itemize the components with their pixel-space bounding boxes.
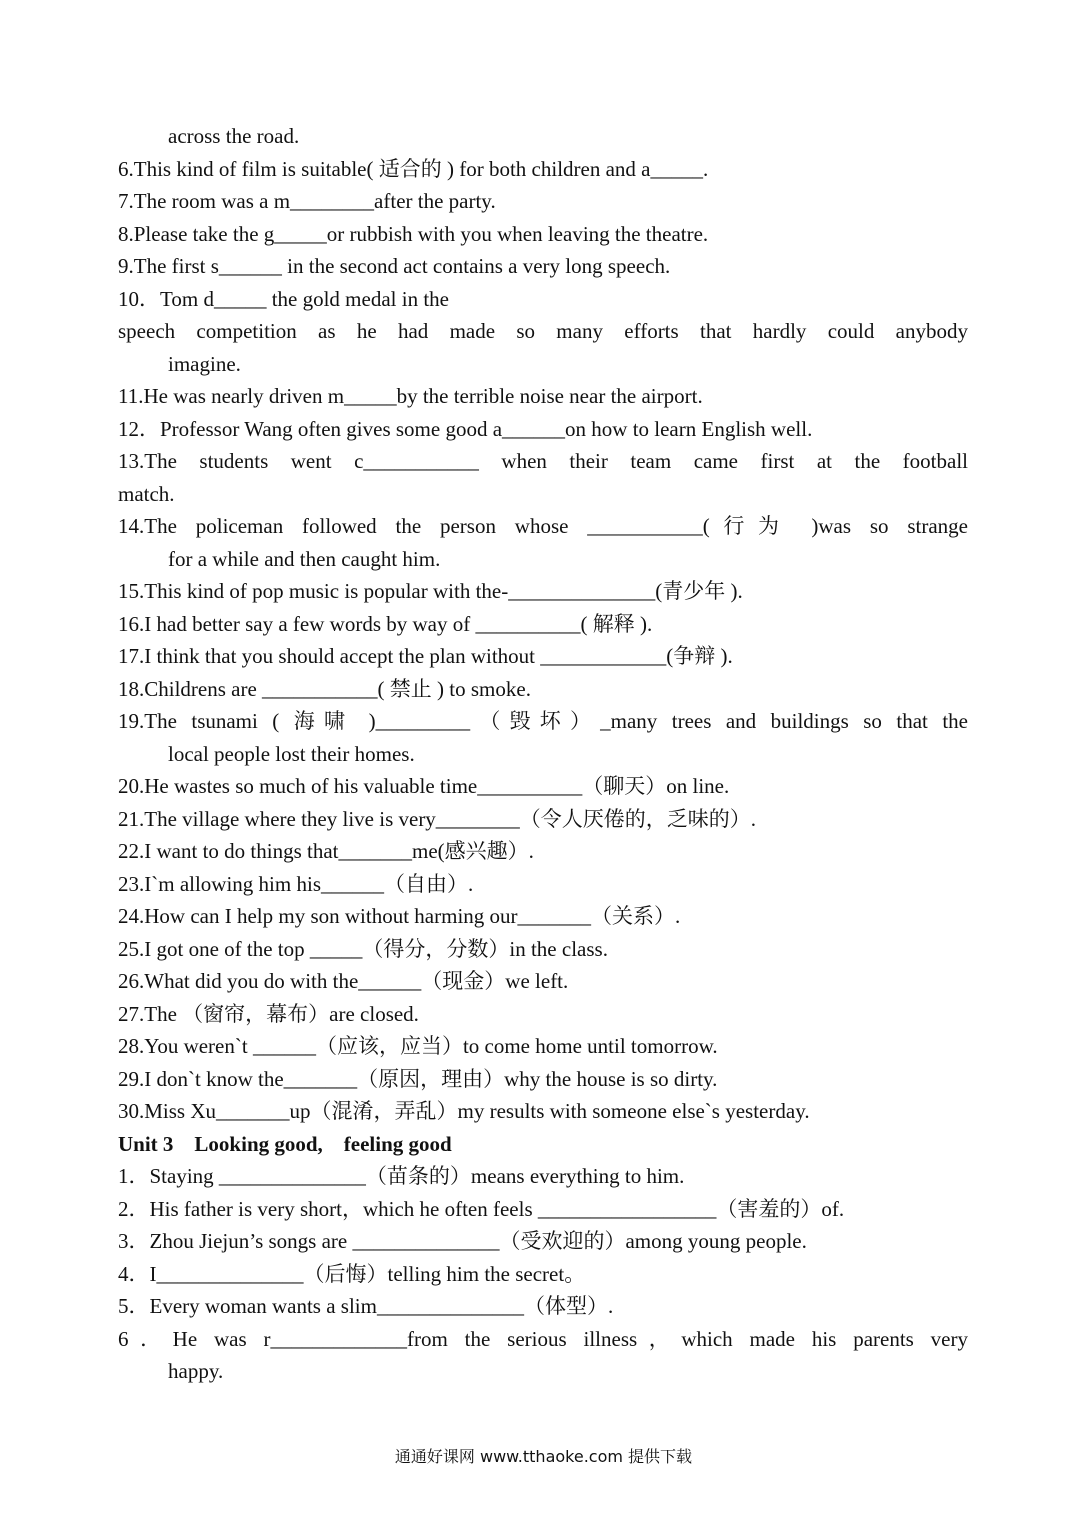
exercise-20: 20.He wastes so much of his valuable time__________（聊天）on line. [118,774,730,798]
unit3-exercise-2: 2．His father is very short，which he often feels _________________（害羞的）of. [118,1196,845,1221]
worksheet-page [118,120,968,1388]
unit-3-heading: Unit 3 Looking good, feeling good [118,1131,452,1156]
exercise-7: 7.The room was a m________after the party. [118,189,496,213]
page-footer: 通通好课网 www.tthaoke.com 提供下载 [394,1447,693,1466]
exercise-29: 29.I don`t know the_______（原因，理由）why the house is so dirty. [118,1066,718,1091]
exercise-30: 30.Miss Xu_______up（混淆，弄乱）my results with someone else`s yesterday. [118,1099,810,1123]
exercise-23: 23.I`m allowing him his______（自由）. [118,871,474,896]
exercise-15: 15.This kind of pop music is popular with the-______________(青少年 ). [118,579,743,603]
unit3-exercise-4: 4．I______________（后悔）telling him the secret。 [118,1261,586,1286]
exercise-25: 25.I got one of the top _____（得分，分数）in the class. [118,936,608,961]
exercise-6: 6.This kind of film is suitable( 适合的 ) for both children and a_____. [118,156,709,181]
exercise-19: 19.The tsunami ( 海啸 )_________（毁坏）_many trees and buildings so that the [118,709,968,733]
unit3-exercise-1: 1．Staying ______________（苗条的）means everything to him. [118,1164,685,1188]
text-line: for a while and then caught him. [168,546,441,571]
exercise-12: 12．Professor Wang often gives some good a______on how to learn English well. [118,416,813,441]
exercise-8: 8.Please take the g_____or rubbish with you when leaving the theatre. [118,221,709,246]
exercise-13: 13.The students went c___________ when their team came first at the football [118,449,968,473]
exercise-17: 17.I think that you should accept the plan without ____________(争辩 ). [118,644,733,668]
unit3-exercise-3: 3．Zhou Jiejun’s songs are ______________（受欢迎的）among young people. [118,1229,807,1253]
text-line: across the road. [168,124,300,148]
exercise-22: 22.I want to do things that_______me(感兴趣）. [118,839,534,863]
exercise-26: 26.What did you do with the______（现金）we left. [118,969,569,993]
exercise-24: 24.How can I help my son without harming our_______（关系）. [118,904,681,928]
text-line: local people lost their homes. [168,741,415,766]
exercise-16: 16.I had better say a few words by way of __________( 解释 ). [118,611,653,636]
exercise-28: 28.You weren`t ______（应该，应当）to come home until tomorrow. [118,1034,718,1058]
exercise-9: 9.The first s______ in the second act contains a very long speech. [118,254,671,278]
exercise-14: 14.The policeman followed the person whose ___________(行为 )was so strange [118,514,968,538]
exercise-27: 27.The （窗帘，幕布）are closed. [118,1001,419,1026]
unit3-exercise-5: 5．Every woman wants a slim______________（体型）. [118,1294,614,1318]
text-line: happy. [168,1359,224,1383]
exercise-11: 11.He was nearly driven m_____by the terrible noise near the airport. [118,384,703,408]
text-line: imagine. [168,351,241,376]
exercise-10-continued: speech competition as he had made so many efforts that hardly could anybody [118,319,968,343]
exercise-10: 10．Tom d_____ the gold medal in the [118,286,449,311]
exercise-21: 21.The village where they live is very________（令人厌倦的，乏味的）. [118,806,757,831]
unit3-exercise-6: 6．He was r_____________from the serious illness，which made his parents very [118,1326,968,1351]
exercise-18: 18.Childrens are ___________( 禁止 ) to smoke. [118,676,531,701]
text-line: match. [118,481,175,506]
